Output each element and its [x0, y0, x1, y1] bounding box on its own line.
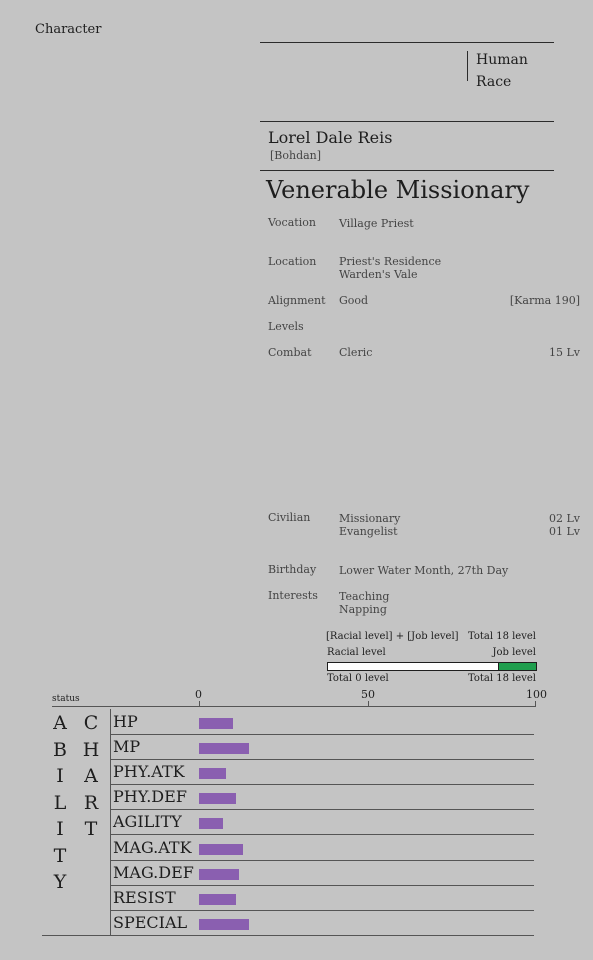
level-total: Total 18 level — [467, 631, 536, 642]
chart-row — [110, 709, 534, 735]
civilian-job-2: Evangelist — [339, 525, 398, 538]
race-block — [476, 49, 528, 93]
birthday-label: Birthday — [268, 563, 317, 576]
chart-category-label: PHY.DEF — [113, 787, 187, 807]
chart-bar — [199, 894, 236, 905]
character-name: Lorel Dale Reis — [268, 128, 393, 147]
chart-bar — [199, 818, 223, 829]
chart-xlabel: status — [52, 694, 80, 704]
chart-row — [110, 885, 534, 911]
tick-label-0: 0 — [195, 688, 202, 701]
civilian-level-2: 01 Lv — [548, 525, 580, 538]
combat-level: 15 Lv — [548, 346, 580, 359]
divider-name-bottom — [260, 170, 554, 171]
character-alias: [Bohdan] — [270, 149, 322, 162]
chart-bar — [199, 869, 239, 880]
chart-bar — [199, 844, 243, 855]
chart-category-label: HP — [113, 712, 138, 731]
chart-category-label: SPECIAL — [113, 912, 188, 932]
race-label: Race — [476, 74, 512, 90]
chart-title-letter: R — [83, 791, 99, 814]
tick-label-50: 50 — [361, 688, 375, 701]
chart-row — [110, 809, 534, 835]
interests-label: Interests — [268, 589, 318, 602]
chart-bar — [199, 793, 236, 804]
character-title: Venerable Missionary — [266, 176, 530, 204]
civilian-level-1: 02 Lv — [548, 512, 580, 525]
civilian-job-1: Missionary — [339, 512, 401, 525]
chart-title-letter: I — [56, 818, 64, 840]
chart-row — [110, 860, 534, 886]
civilian-value — [339, 512, 400, 538]
race-value: Human — [476, 52, 528, 68]
divider-top — [260, 42, 554, 43]
chart-title-letter: Y — [53, 871, 67, 893]
job-level-label: Job level — [492, 647, 536, 658]
levels-label: Levels — [268, 320, 304, 333]
chart-row — [110, 784, 534, 810]
level-bar — [327, 662, 537, 671]
chart-title-letter: A — [53, 712, 67, 734]
chart-bar — [199, 768, 226, 779]
chart-title-letter: I — [56, 765, 64, 787]
alignment-value: Good — [339, 294, 369, 307]
chart-title-letter: B — [53, 738, 67, 761]
karma-value: [Karma 190] — [509, 294, 580, 307]
chart-category-label: RESIST — [113, 887, 176, 907]
chart-top-line — [52, 706, 536, 707]
level-formula: [Racial level] + [Job level] — [326, 631, 459, 642]
chart-title-letter: T — [84, 818, 98, 840]
tick-label-100: 100 — [526, 688, 547, 701]
chart-title-letter: T — [53, 844, 67, 867]
location-line-2: Warden's Vale — [339, 268, 418, 281]
civilian-levels — [549, 512, 580, 538]
chart-row — [110, 835, 534, 861]
location-line-1: Priest's Residence — [339, 255, 442, 268]
job-level-total: Total 18 level — [467, 673, 536, 684]
chart-category-label: MAG.DEF — [113, 862, 194, 882]
job-level-fill — [498, 663, 536, 670]
chart-title-letter: A — [84, 765, 98, 787]
race-divider — [467, 51, 468, 81]
combat-label: Combat — [268, 346, 312, 359]
chart-category-label: MP — [113, 737, 141, 757]
chart-category-label: PHY.ATK — [113, 762, 185, 782]
chart-row — [110, 910, 534, 936]
civilian-label: Civilian — [268, 511, 311, 524]
chart-row — [110, 734, 534, 760]
location-label: Location — [268, 255, 317, 268]
chart-bar — [199, 743, 249, 754]
chart-category-label: MAG.ATK — [113, 837, 192, 857]
chart-bar — [199, 919, 249, 930]
racial-level-label: Racial level — [327, 647, 386, 658]
vocation-label: Vocation — [268, 216, 316, 229]
chart-title-letter: C — [83, 712, 99, 734]
chart-row — [110, 759, 534, 785]
interest-2: Napping — [339, 603, 387, 616]
birthday-value: Lower Water Month, 27th Day — [339, 564, 509, 577]
interests-value — [339, 590, 389, 616]
location-value — [339, 255, 441, 281]
section-title: Character — [35, 22, 102, 37]
racial-level-total: Total 0 level — [327, 673, 389, 684]
divider-name-top — [260, 121, 554, 122]
alignment-label: Alignment — [268, 294, 326, 307]
combat-value: Cleric — [339, 346, 373, 359]
chart-category-label: AGILITY — [113, 812, 182, 832]
chart-title-letter: L — [53, 791, 67, 814]
chart-title-letter: H — [82, 738, 100, 761]
chart-bottom-line — [42, 935, 534, 936]
chart-bar — [199, 718, 233, 729]
interest-1: Teaching — [339, 590, 390, 603]
vocation-value: Village Priest — [339, 217, 414, 230]
